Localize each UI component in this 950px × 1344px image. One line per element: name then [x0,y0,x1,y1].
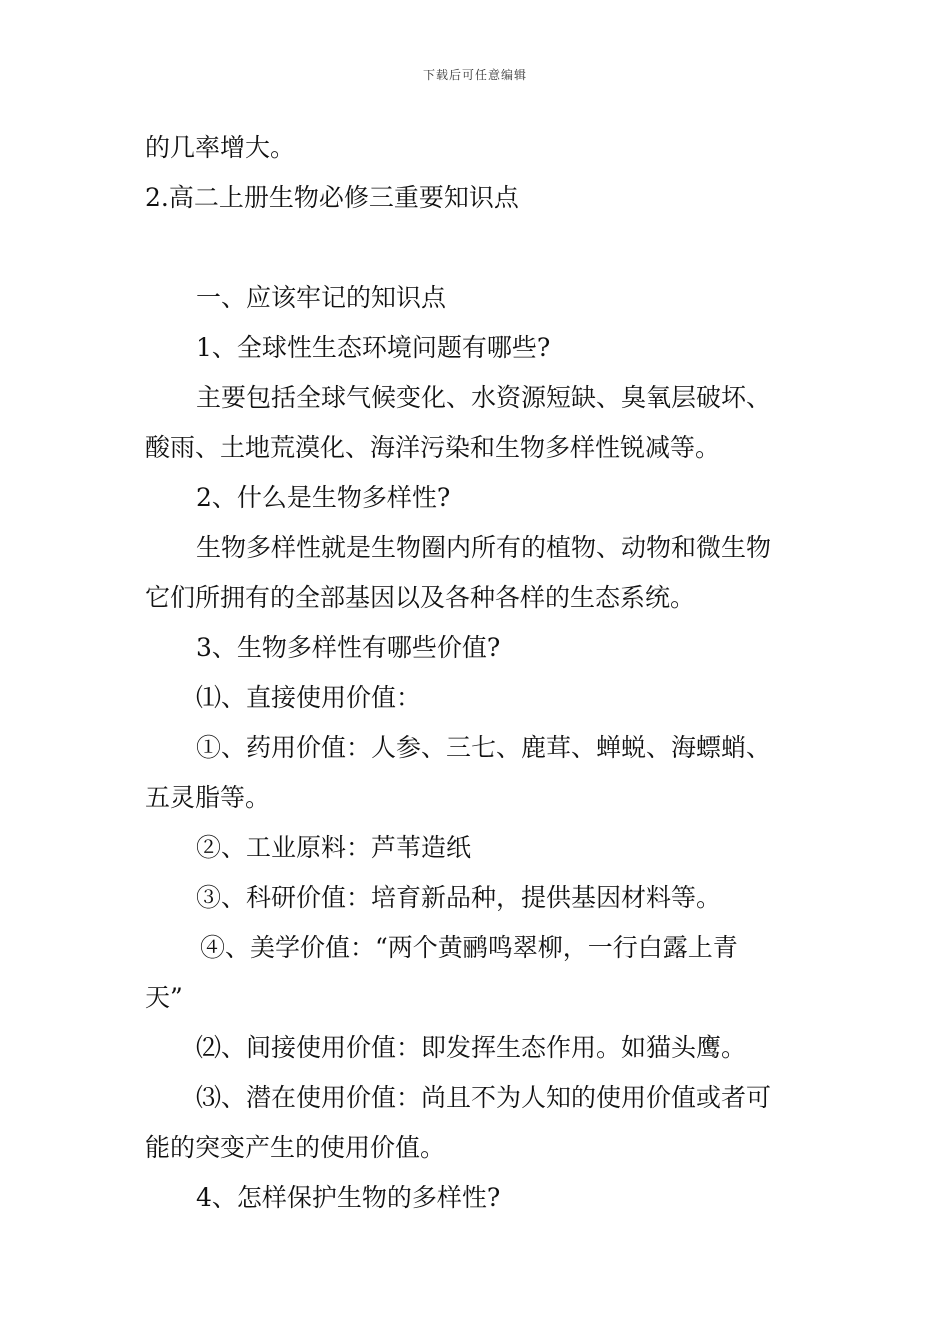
text-line: 的几率增大。 [145,133,296,162]
research-value: ③、科研价值：培育新品种，提供基因材料等。 [196,883,722,912]
industrial-value: ②、工业原料：芦苇造纸 [196,833,472,862]
aesthetic-value-line-1: ④、美学价值：“两个黄鹂鸣翠柳，一行白露上青 [200,933,738,962]
answer-1-line-2: 酸雨、土地荒漠化、海洋污染和生物多样性锐减等。 [145,433,721,462]
indirect-value: ⑵、间接使用价值：即发挥生态作用。如猫头鹰。 [196,1033,747,1062]
answer-1-line-1: 主要包括全球气候变化、水资源短缺、臭氧层破坏、 [196,383,772,412]
question-4: 4、怎样保护生物的多样性? [196,1183,501,1212]
subsection-heading: 一、应该牢记的知识点 [196,283,447,312]
answer-2-line-2: 它们所拥有的全部基因以及各种各样的生态系统。 [145,583,696,612]
direct-value-heading: ⑴、直接使用价值： [196,683,422,712]
aesthetic-value-line-2: 天” [145,983,183,1012]
question-3: 3、生物多样性有哪些价值? [196,633,501,662]
potential-value-line-1: ⑶、潜在使用价值：尚且不为人知的使用价值或者可 [196,1083,772,1112]
potential-value-line-2: 能的突变产生的使用价值。 [145,1133,446,1162]
question-2: 2、什么是生物多样性? [196,483,451,512]
question-1: 1、全球性生态环境问题有哪些? [196,333,551,362]
answer-2-line-1: 生物多样性就是生物圈内所有的植物、动物和微生物 [196,533,772,562]
medicinal-value-line-1: ①、药用价值：人参、三七、鹿茸、蝉蜕、海螵蛸、 [196,733,772,762]
page-header-note: 下载后可任意编辑 [422,68,527,82]
section-heading: 2.高二上册生物必修三重要知识点 [145,183,519,212]
medicinal-value-line-2: 五灵脂等。 [145,783,271,812]
